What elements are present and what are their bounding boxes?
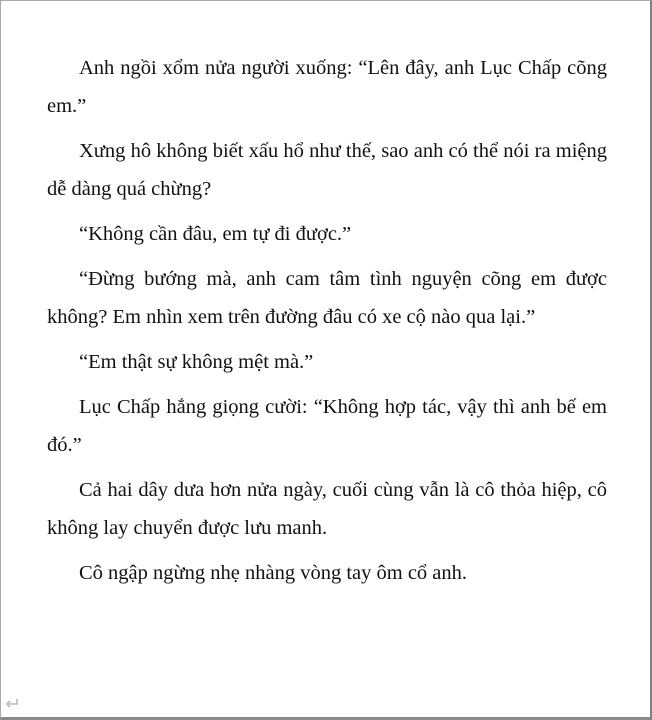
paragraph: Lục Chấp hắng giọng cười: “Không hợp tác, vậy thì anh bế em đó.” [47, 396, 607, 456]
paragraph: Cô ngập ngừng nhẹ nhàng vòng tay ôm cổ anh. [79, 562, 468, 584]
paragraph: “Đừng bướng mà, anh cam tâm tình nguyện cõng em được không? Em nhìn xem trên đường đâu có xe cộ nào qua lại.” [47, 268, 607, 328]
paragraph: Anh ngồi xổm nửa người xuống: “Lên đây, anh Lục Chấp cõng em.” [47, 57, 607, 117]
paragraph: “Không cần đâu, em tự đi được.” [79, 223, 352, 245]
document-body [47, 49, 607, 599]
return-arrow-icon [5, 697, 19, 709]
paragraph: “Em thật sự không mệt mà.” [79, 351, 314, 373]
paragraph: Cả hai dây dưa hơn nửa ngày, cuối cùng vẫn là cô thỏa hiệp, cô không lay chuyển được lưu manh. [47, 479, 607, 539]
paragraph: Xưng hô không biết xấu hổ như thế, sao anh có thể nói ra miệng dễ dàng quá chừng? [47, 140, 607, 200]
